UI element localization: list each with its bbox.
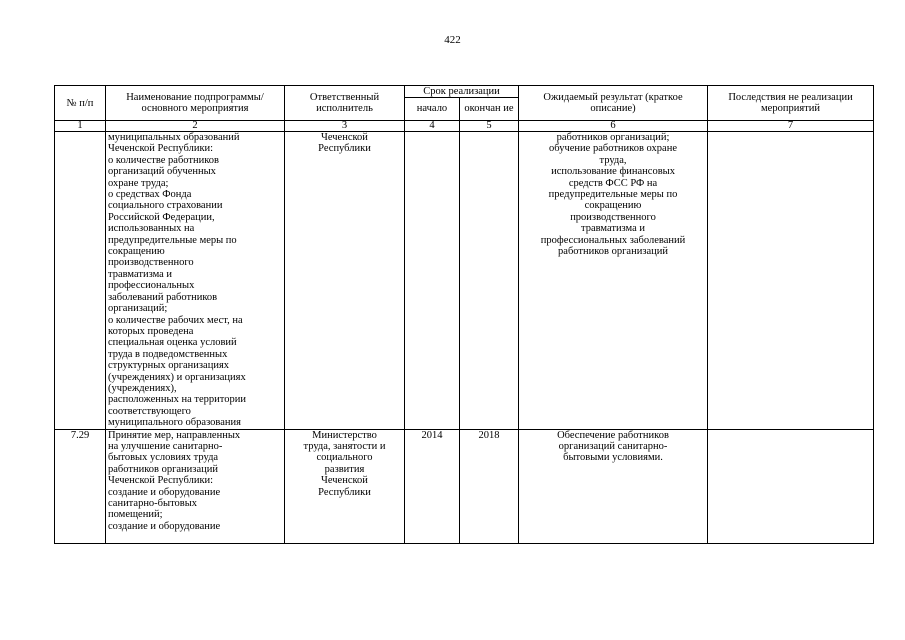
column-number: 3: [285, 121, 405, 132]
end-year: [460, 132, 519, 430]
program-name: [106, 429, 285, 543]
end-year: 2018: [460, 429, 519, 543]
text-line: использованных на: [108, 223, 195, 235]
text-line: профессиональных: [108, 280, 195, 292]
column-number-row: [55, 121, 874, 132]
expected-result: [519, 132, 708, 430]
text-line: расположенных на территории: [108, 394, 246, 406]
text-line: Чеченской: [321, 132, 368, 143]
text-line: организаций обученных: [108, 166, 216, 178]
header-expected-result: Ожидаемый результат (краткое описание): [519, 86, 708, 121]
text-line: создание и оборудование: [108, 520, 221, 532]
column-number: 6: [519, 121, 708, 132]
responsible-executor: [285, 132, 405, 430]
text-line: сокращению: [584, 200, 642, 212]
text-line: бытовыми условиями.: [563, 452, 663, 464]
text-line: Республики: [318, 486, 371, 498]
text-line: соответствующего: [108, 405, 191, 417]
text-line: которых проведена: [108, 325, 194, 337]
text-line: о средствах Фонда: [108, 189, 192, 201]
text-line: Чеченской Республики:: [108, 475, 214, 487]
text-line: социального страховании: [108, 200, 223, 212]
text-line: о количестве работников: [108, 154, 220, 166]
activities-table: [54, 85, 874, 544]
text-line: (учреждениях) и организациях: [108, 371, 246, 383]
text-line: муниципальных образований: [108, 132, 240, 143]
text-line: заболеваний работников: [108, 291, 218, 303]
text-line: Министерство: [312, 429, 377, 441]
row-number: [55, 132, 106, 430]
text-line: травматизма и: [580, 223, 646, 235]
text-line: труда в подведомственных: [108, 348, 228, 360]
column-number: 4: [405, 121, 460, 132]
text-line: использование финансовых: [551, 166, 675, 178]
responsible-executor: [285, 429, 405, 543]
text-line: создание и оборудование: [108, 486, 221, 498]
row-number: 7.29: [55, 429, 106, 543]
program-name: [106, 132, 285, 430]
header-program-name: Наименование подпрограммы/ основного мероприятия: [106, 86, 285, 121]
table-header: [55, 86, 874, 121]
text-line: Российской Федерации,: [108, 211, 215, 223]
header-start: начало: [405, 98, 460, 121]
consequences: [708, 429, 874, 543]
consequences: [708, 132, 874, 430]
text-line: организаций санитарно-: [558, 440, 668, 452]
text-line: предупредительные меры по: [108, 234, 237, 246]
text-line: труда, занятости и: [303, 440, 386, 452]
text-line: (учреждениях),: [108, 382, 177, 394]
header-responsible: Ответственный исполнитель: [285, 86, 405, 121]
text-line: Чеченской Республики:: [108, 143, 214, 155]
text-line: Республики: [318, 143, 371, 155]
text-line: Чеченской: [321, 475, 368, 487]
column-number: 2: [106, 121, 285, 132]
text-line: средств ФСС РФ на: [568, 177, 658, 189]
text-line: производственного: [570, 211, 656, 223]
header-end: окончан ие: [460, 98, 519, 121]
column-number: 7: [708, 121, 874, 132]
text-line: специальная оценка условий: [108, 337, 237, 349]
text-line: работников организаций: [108, 463, 218, 475]
expected-result: [519, 429, 708, 543]
text-line: развития: [324, 463, 365, 475]
text-line: социального: [316, 452, 373, 464]
text-line: организаций;: [108, 303, 168, 315]
text-line: труда,: [599, 154, 627, 166]
page-number: 422: [444, 34, 461, 46]
text-line: работников организаций: [558, 246, 668, 258]
text-line: производственного: [108, 257, 194, 269]
text-line: бытовых условиях труда: [108, 452, 219, 464]
text-line: травматизма и: [108, 268, 173, 280]
header-implementation-period: Срок реализации: [405, 86, 519, 98]
text-line: сокращению: [108, 246, 165, 258]
text-line: помещений;: [108, 509, 163, 521]
table-row: [55, 132, 874, 430]
header-consequences: Последствия не реализации мероприятий: [708, 86, 874, 121]
column-number: 1: [55, 121, 106, 132]
text-line: муниципального образования: [108, 417, 241, 429]
header-number: № п/п: [55, 86, 106, 121]
text-line: обучение работников охране: [549, 143, 677, 155]
text-line: работников организаций;: [556, 132, 670, 143]
text-line: профессиональных заболеваний: [540, 234, 686, 246]
text-line: структурных организациях: [108, 360, 230, 372]
column-number: 5: [460, 121, 519, 132]
start-year: 2014: [405, 429, 460, 543]
text-line: предупредительные меры по: [548, 189, 678, 201]
text-line: охране труда;: [108, 177, 169, 189]
text-line: санитарно-бытовых: [108, 498, 198, 509]
text-line: о количестве рабочих мест, на: [108, 314, 243, 326]
text-line: на улучшение санитарно-: [108, 440, 223, 452]
start-year: [405, 132, 460, 430]
text-line: Принятие мер, направленных: [108, 429, 241, 441]
table-row: [55, 429, 874, 543]
text-line: Обеспечение работников: [557, 429, 669, 441]
